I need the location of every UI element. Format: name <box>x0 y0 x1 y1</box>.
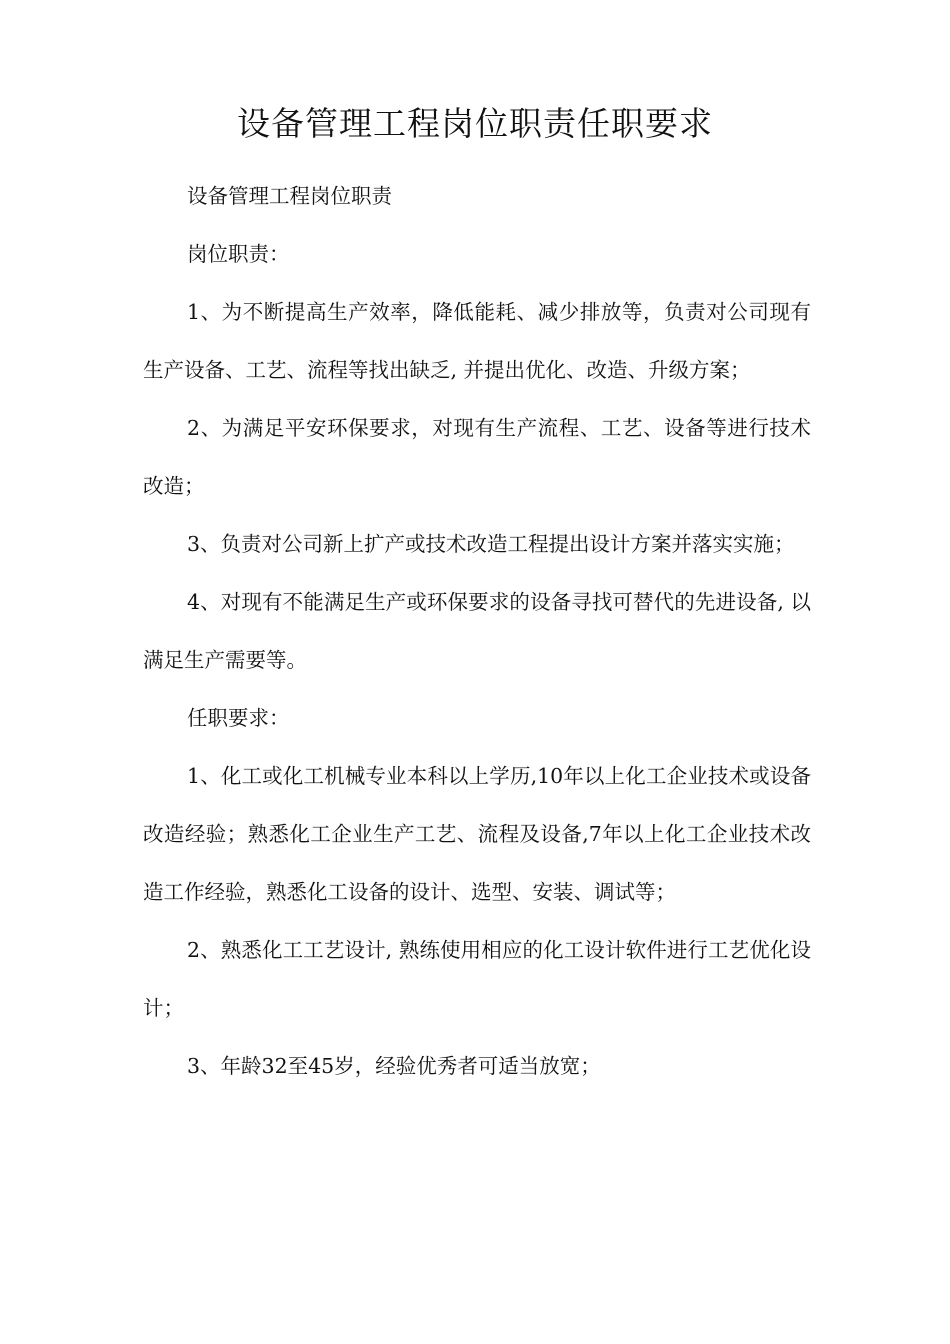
duty-item-3: 3、负责对公司新上扩产或技术改造工程提出设计方案并落实实施； <box>187 532 795 556</box>
section-subtitle: 设备管理工程岗位职责 <box>187 184 392 208</box>
duty-item-2: 2、为满足平安环保要求，对现有生产流程、工艺、设备等进行技术改造； <box>143 416 811 498</box>
duty-item-1: 1、为不断提高生产效率，降低能耗、减少排放等，负责对公司现有生产设备、工艺、流程等找出缺乏, 并提出优化、改造、升级方案； <box>143 300 811 382</box>
duties-heading: 岗位职责： <box>187 242 290 266</box>
requirement-item-3: 3、年龄32至45岁，经验优秀者可适当放宽； <box>187 1054 601 1078</box>
requirements-heading: 任职要求： <box>187 706 290 730</box>
duty-item-4: 4、对现有不能满足生产或环保要求的设备寻找可替代的先进设备, 以满足生产需要等。 <box>143 590 811 672</box>
document-title: 设备管理工程岗位职责任职要求 <box>237 104 713 143</box>
requirement-item-1: 1、化工或化工机械专业本科以上学历,10年以上化工企业技术或设备改造经验；熟悉化工企业生产工艺、流程及设备,7年以上化工企业技术改造工作经验，熟悉化工设备的设计、选型、安装、调试等； <box>143 764 811 904</box>
document-body <box>143 167 811 1095</box>
requirement-item-2: 2、熟悉化工工艺设计, 熟练使用相应的化工设计软件进行工艺优化设计； <box>143 938 811 1020</box>
